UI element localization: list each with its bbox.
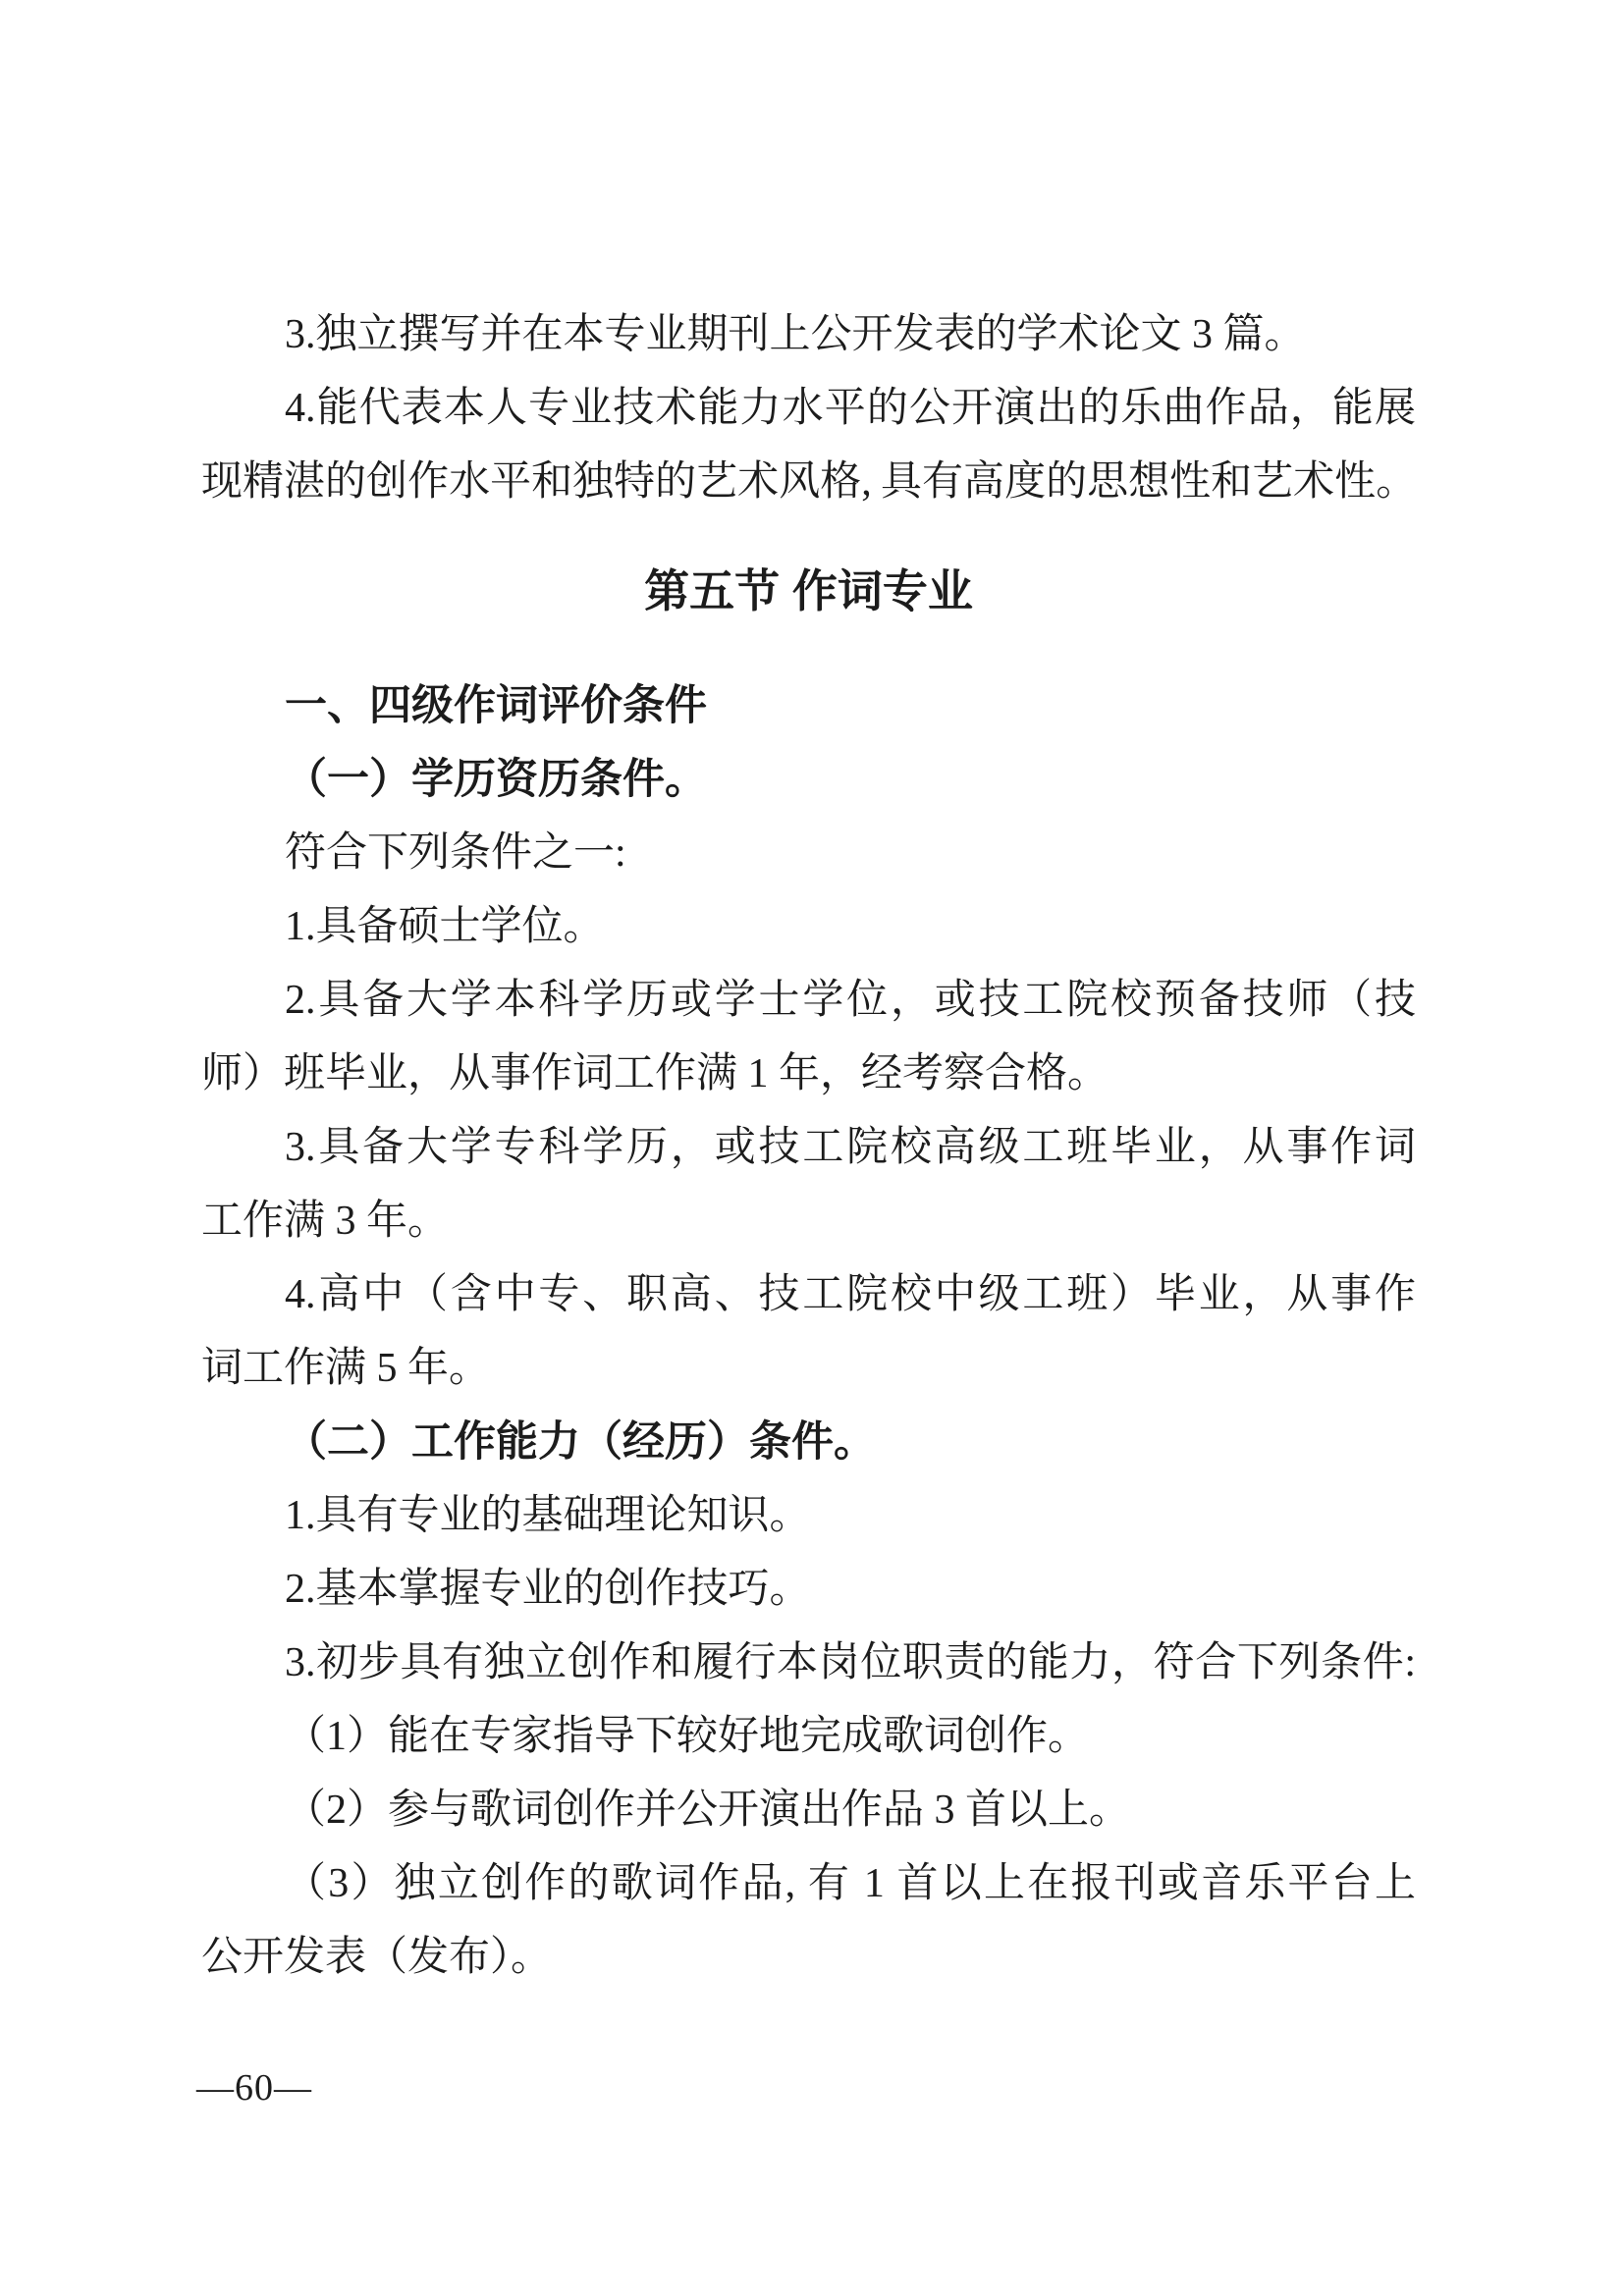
page-number: —60— [196,2067,312,2109]
heading-level4-lyric-conditions: 一、四级作词评价条件 [285,682,707,729]
body-line: 3.独立撰写并在本专业期刊上公开发表的学术论文 3 篇。 [285,312,1306,357]
body-line: 1.具有专业的基础理论知识。 [285,1493,811,1538]
body-line: 2.具备大学本科学历或学士学位，或技工院校预备技师（技 [285,978,1416,1023]
body-line: （1）能在专家指导下较好地完成歌词创作。 [285,1714,1090,1759]
body-line: （3）独立创作的歌词作品, 有 1 首以上在报刊或音乐平台上 [285,1861,1416,1906]
section-heading: 第五节 作词专业 [644,565,973,616]
body-line: 现精湛的创作水平和独特的艺术风格, 具有高度的思想性和艺术性。 [201,459,1416,505]
body-line: 符合下列条件之一: [285,830,626,876]
body-line: （2）参与歌词创作并公开演出作品 3 首以上。 [285,1788,1131,1833]
document-body [201,298,1416,1995]
body-line: 工作满 3 年。 [201,1199,450,1244]
body-line: 4.能代表本人专业技术能力水平的公开演出的乐曲作品，能展 [285,386,1416,431]
body-line: 师）班毕业，从事作词工作满 1 年，经考察合格。 [201,1051,1109,1096]
heading-work-ability-conditions: （二）工作能力（经历）条件。 [285,1419,876,1466]
body-line: 1.具备硕士学位。 [285,904,605,949]
body-line: 词工作满 5 年。 [201,1346,491,1391]
body-line: 3.具备大学专科学历，或技工院校高级工班毕业，从事作词 [285,1125,1416,1170]
body-line: 公开发表（发布）。 [201,1935,553,1980]
body-line: 2.基本掌握专业的创作技巧。 [285,1567,811,1612]
body-line: 4.高中（含中专、职高、技工院校中级工班）毕业，从事作 [285,1272,1416,1317]
body-line: 3.初步具有独立创作和履行本岗位职责的能力，符合下列条件: [285,1640,1416,1685]
heading-education-conditions: （一）学历资历条件。 [285,757,707,803]
